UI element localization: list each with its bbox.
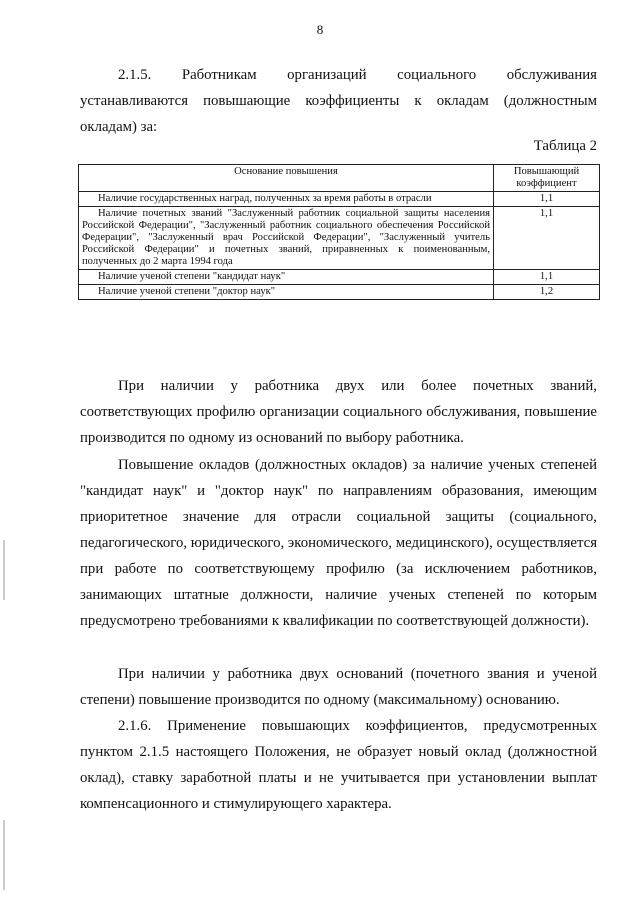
coefficients-table [78, 164, 600, 300]
section-2-1-6-paragraph: 2.1.6. Применение повышающих коэффициентов, предусмотренных пунктом 2.1.5 настоящего Положения, не образует новый оклад (должностной оклад), ставку заработной платы и не учитывается при установлении выплат компенсационного и стимулирующего характера. [80, 718, 597, 812]
paragraph-honorary-titles: При наличии у работника двух или более почетных званий, соответствующих профилю организации социального обслуживания, повышение производится по одному из оснований по выбору работника. [80, 378, 597, 446]
row-coefficient: 1,1 [494, 207, 600, 270]
row-basis: Наличие ученой степени "кандидат наук" [79, 270, 494, 285]
scan-edge-mark [3, 820, 5, 890]
page-number: 8 [316, 22, 324, 37]
header-coefficient: Повышающий коэффициент [494, 165, 600, 192]
table-title: Таблица 2 [533, 138, 597, 154]
row-basis: Наличие почетных званий "Заслуженный работник социальной защиты населения Российской Федерации", "Заслуженный работник социального обеспечения Российской Федерации", "Заслуженный врач Российской Федерации", "Заслуженный учитель Российской Федерации" и почетных званий, приравненных к поименованным, полученных до 2 марта 1994 года [79, 207, 494, 270]
table-row [79, 285, 600, 300]
row-basis: Наличие ученой степени "доктор наук" [79, 285, 494, 300]
paragraph-academic-degrees: Повышение окладов (должностных окладов) за наличие ученых степеней "кандидат наук" и "доктор наук" по направлениям образования, имеющим приоритетное значение для отрасли социальной защиты (социального, педагогического, юридического, экономического, медицинского), осуществляется при работе по соответствующему профилю (за исключением работников, занимающих штатные должности, наличие ученых степеней по которым предусмотрено требованиями к квалификации по соответствующей должности). [80, 457, 597, 629]
table-row [79, 207, 600, 270]
row-coefficient: 1,1 [494, 270, 600, 285]
row-basis: Наличие государственных наград, полученных за время работы в отрасли [79, 192, 494, 207]
row-coefficient: 1,2 [494, 285, 600, 300]
table-row [79, 192, 600, 207]
paragraph-two-grounds: При наличии у работника двух оснований (почетного звания и ученой степени) повышение производится по одному (максимальному) основанию. [80, 666, 597, 708]
scan-edge-mark [3, 540, 5, 600]
header-basis: Основание повышения [79, 165, 494, 192]
section-2-1-5-paragraph: 2.1.5. Работникам организаций социального обслуживания устанавливаются повышающие коэффициенты к окладам (должностным окладам) за: [80, 67, 597, 135]
row-coefficient: 1,1 [494, 192, 600, 207]
table-row [79, 270, 600, 285]
table-header-row [79, 165, 600, 192]
